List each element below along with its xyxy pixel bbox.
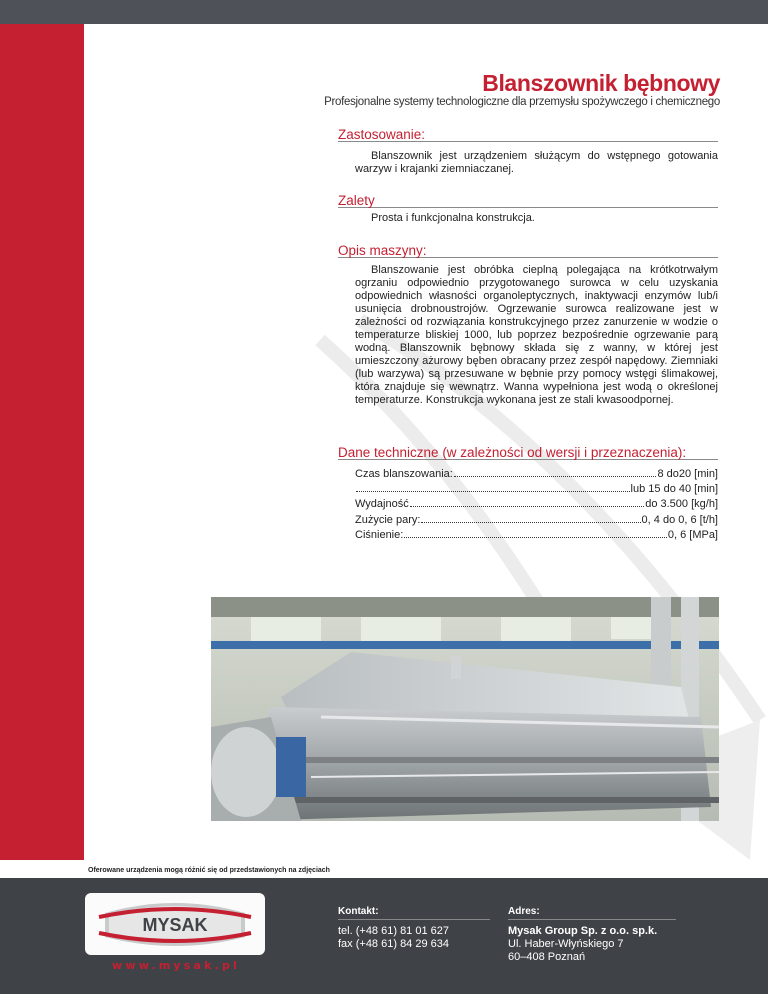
contact-heading: Kontakt:: [338, 906, 379, 917]
machine-photo: [211, 597, 719, 821]
address-divider: [508, 919, 676, 920]
heading-zastosowanie: Zastosowanie:: [338, 124, 718, 142]
website-link[interactable]: www.mysak.pl: [112, 959, 241, 972]
contact-tel: tel. (+48 61) 81 01 627: [338, 925, 449, 937]
tech-row: Ciśnienie: 0, 6 [MPa]: [355, 528, 718, 541]
heading-zalety: Zalety: [338, 190, 718, 208]
heading-opis: Opis maszyny:: [338, 240, 718, 258]
tech-row: Zużycie pary: 0, 4 do 0, 6 [t/h]: [355, 513, 718, 526]
tech-row: lub 15 do 40 [min]: [355, 481, 718, 496]
address-heading: Adres:: [508, 906, 540, 917]
tech-row: Wydajność do 3.500 [kg/h]: [355, 498, 718, 511]
top-bar: [0, 0, 768, 24]
red-side-band: [0, 24, 84, 860]
text-zalety: Prosta i funkcjonalna konstrukcja.: [371, 212, 535, 224]
address-city: 60–408 Poznań: [508, 951, 586, 963]
text-zastosowanie: Blanszownik jest urządzeniem służącym do wstępnego gotowania warzyw i krajanki ziemniaczanej.: [355, 150, 718, 175]
contact-fax: fax (+48 61) 84 29 634: [338, 938, 449, 950]
address-street: Ul. Haber-Włyńskiego 7: [508, 938, 624, 950]
mysak-logo: [85, 893, 265, 955]
tech-row: Czas blanszowania: 8 do20 [min]: [355, 468, 718, 480]
page-subtitle: Profesjonalne systemy technologiczne dla przemysłu spożywczego i chemicznego: [324, 96, 720, 108]
contact-divider: [338, 919, 490, 920]
text-opis: Blanszowanie jest obróbka cieplną polegająca na krótkotrwałym ogrzaniu odpowiednio przygotowanego surowca w celu uzyskania odpowiednich własności organoleptycznych, inaktywacji enzymów lub/i usunięcia drobnoustrojów. Ogrzewanie surowca realizowane jest w zależności od rozwiązania konstrukcyjnego przez zanurzenie w wodzie o temperaturze bliskiej 1000, lub poprzez bezpośrednie ogrzewanie parą wodną. Blanszownik bębnowy składa się z wanny, w której jest umieszczony ażurowy bęben obracany przez zespół napędowy. Ziemniaki (lub warzywa) są przesuwane w bębnie przy pomocy wstęgi ślimakowej, która znajduje się wewnątrz. Wanna wypełniona jest wodą o określonej temperaturze. Konstrukcja wykonana jest ze stali kwasoodpornej.: [355, 264, 718, 406]
address-company: Mysak Group Sp. z o.o. sp.k.: [508, 925, 658, 937]
heading-dane: Dane techniczne (w zależności od wersji i przeznaczenia):: [338, 442, 718, 460]
tech-data-list: [355, 466, 718, 542]
photo-disclaimer: Oferowane urządzenia mogą różnić się od przedstawionych na zdjęciach: [88, 867, 330, 874]
logo-text: MYSAK: [142, 915, 208, 935]
page-title: Blanszownik bębnowy: [482, 70, 720, 96]
